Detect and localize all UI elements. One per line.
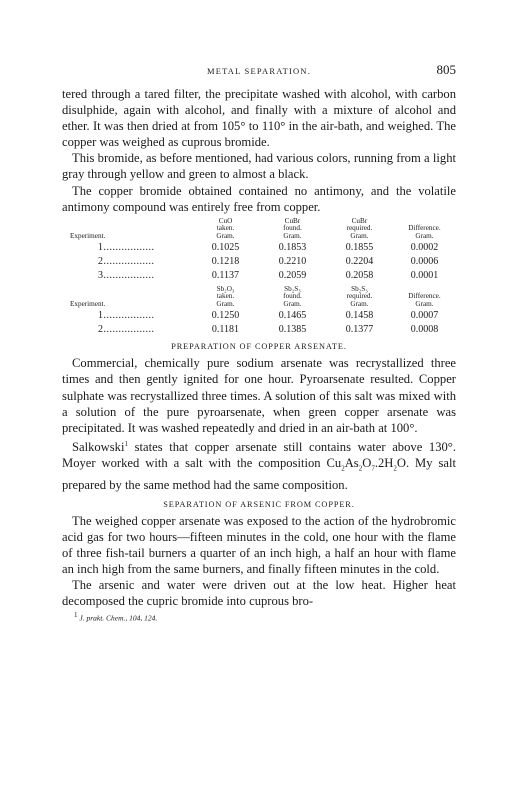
header-taken: CuO taken. Gram.: [216, 216, 235, 240]
table-row: 3................. 0.1137 0.2059 0.2058 0.0001: [98, 270, 439, 282]
paragraph-continuation: tered through a tared filter, the precipitate washed with alcohol, with carbon disulphide, again with alcohol, and finally with a mixture of alcohol and ether. It was then dried at from 105° to 110° in the air-bath, and weighed. The copper was weighed as cuprous bromide.: [62, 87, 456, 150]
paragraph-salkowski: Salkowski$^1$ states that copper arsenate still contains water above 130°. Moyer worked with a salt with the composition $Cu_2As_2O_7.2H_2O$. My salt prepared by the same method had the same composition.: [62, 439, 456, 492]
header-difference: Difference. Gram.: [408, 292, 441, 308]
table-row: 2................. 0.1181 0.1385 0.1377 0.0008: [98, 323, 439, 335]
book-page: [62, 62, 456, 623]
paragraph-bromide-colors: This bromide, as before mentioned, had various colors, running from a light gray through yellow and green to almost a black.: [62, 151, 456, 182]
page-number: 805: [436, 62, 456, 77]
header-required: Sb₂S₃ required. Gram.: [346, 284, 373, 308]
footnote-ref: 1: [124, 439, 128, 448]
table-row: 1................. 0.1025 0.1853 0.1855 0.0002: [98, 242, 439, 254]
header-found: Sb₂S₃ found. Gram.: [283, 284, 302, 308]
footnote: $^1$ J. prakt. Chem., 104, 124.: [74, 611, 158, 623]
header-required: CuBr required. Gram.: [346, 216, 373, 240]
table-row: 1................. 0.1250 0.1465 0.1458 0.0007: [98, 309, 439, 321]
paragraph-hydrobromic: The weighed copper arsenate was exposed to the action of the hydrobromic acid gas for two hours—fifteen minutes in the cold, one hour with the flame of three fish-tail burners a quarter of an inch high, a half an hour with flame an inch high from the same burners, and finally fifteen minutes in the cold.: [62, 513, 456, 577]
header-experiment: Experiment.: [70, 231, 106, 240]
running-head: [62, 62, 456, 78]
header-difference: Difference. Gram.: [408, 224, 441, 240]
results-tables: [62, 218, 456, 337]
running-title: METAL SEPARATION.: [206, 66, 312, 76]
paragraph-no-antimony: The copper bromide obtained contained no antimony, and the volatile antimony compound was entirely free from copper.: [62, 183, 456, 214]
antimony-results-table: [62, 286, 456, 337]
table-header-row: [62, 218, 456, 241]
paragraph-commercial: Commercial, chemically pure sodium arsenate was recrystallized three times and then gently ignited for one hour. Pyroarsenate resulted. Copper sulphate was recrystallized three times. A solution of this salt was mixed with a solution of the pure pyroarsenate, when green copper arsenate was precipitated. It was washed repeatedly and dried in an air-bath at 100°.: [62, 356, 456, 435]
header-taken: Sb₂O₃ taken. Gram.: [216, 284, 235, 308]
section-heading-preparation: PREPARATION OF COPPER ARSENATE.: [171, 342, 347, 352]
copper-results-table: [62, 218, 456, 283]
section-heading-separation: SEPARATION OF ARSENIC FROM COPPER.: [163, 499, 355, 509]
header-experiment: Experiment.: [70, 299, 106, 308]
table-row: 2................. 0.1218 0.2210 0.2204 0.0006: [98, 256, 439, 268]
header-found: CuBr found. Gram.: [283, 216, 302, 240]
table-header-row: [62, 286, 456, 309]
paragraph-arsenic-water: The arsenic and water were driven out at the low heat. Higher heat decomposed the cupric bromide into cuprous bro-: [62, 578, 456, 609]
